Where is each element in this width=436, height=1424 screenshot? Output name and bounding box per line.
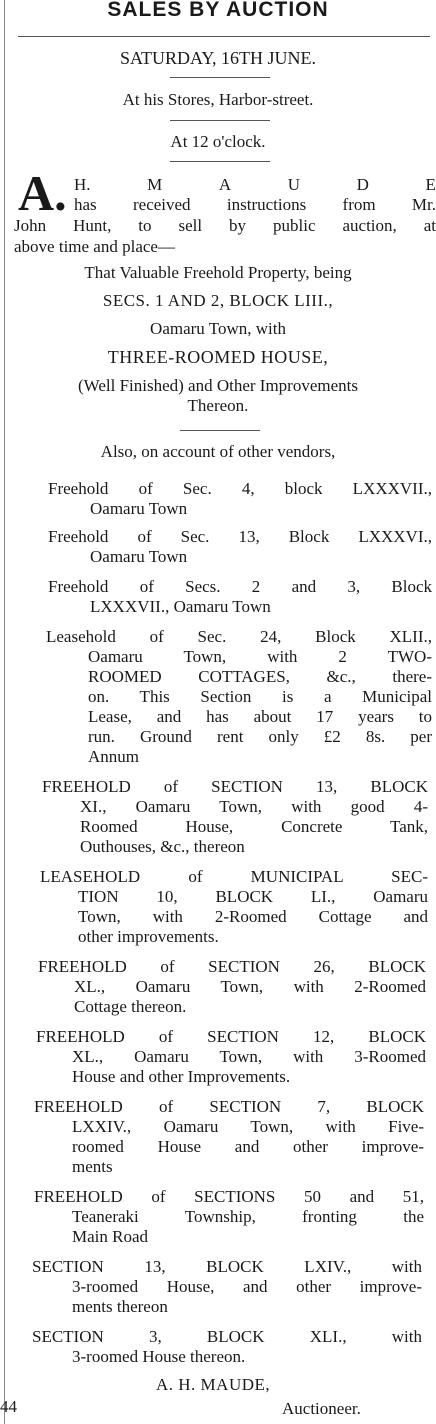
lot-line: Teaneraki Township, fronting the xyxy=(72,1207,424,1226)
divider xyxy=(180,430,260,431)
lot-line: 3-roomed House, and other improve- xyxy=(72,1277,422,1296)
lot-line: Roomed House, Concrete Tank, xyxy=(80,817,428,836)
lot-line: LXXIV., Oamaru Town, with Five- xyxy=(72,1117,424,1136)
property-line: Thereon. xyxy=(187,396,249,415)
drop-initial: A. xyxy=(18,165,67,221)
lot-heading: FREEHOLD of SECTION 26, BLOCK xyxy=(38,957,426,976)
folio-number: 44 xyxy=(0,1397,17,1416)
lot-heading: SECTION 13, BLOCK LXIV., with xyxy=(32,1257,422,1276)
lot-line: House and other Improvements. xyxy=(72,1067,291,1086)
property-line: SECS. 1 AND 2, BLOCK LIII., xyxy=(102,291,334,310)
property-line: THREE-ROOMED HOUSE, xyxy=(107,347,329,367)
intro-word: M xyxy=(147,175,163,194)
intro-line-2: has received instructions from Mr. xyxy=(74,195,436,214)
lot-line: other improvements. xyxy=(78,927,219,946)
lot-heading: FREEHOLD of SECTION 12, BLOCK xyxy=(36,1027,426,1046)
lot-line: Lease, and has about 17 years to xyxy=(88,707,432,726)
sale-date: SATURDAY, 16TH JUNE. xyxy=(119,48,317,68)
auctioneer-title: Auctioneer. xyxy=(282,1399,361,1418)
lot-heading: FREEHOLD of SECTIONS 50 and 51, xyxy=(34,1187,424,1206)
lot-line: TION 10, BLOCK LI., Oamaru xyxy=(78,887,428,906)
lot-line: XL., Oamaru Town, with 2-Roomed xyxy=(74,977,426,996)
auctioneer-name: A. H. MAUDE, xyxy=(156,1375,271,1394)
lot-line: on. This Section is a Municipal xyxy=(88,687,432,706)
lot-line: 3-roomed House thereon. xyxy=(72,1347,246,1366)
intro-word: A xyxy=(218,175,232,194)
lot-line: Annum xyxy=(88,747,139,766)
lot-line: roomed House and other improve- xyxy=(72,1137,424,1156)
divider xyxy=(170,161,270,162)
lot-line: Town, with 2-Roomed Cottage and xyxy=(78,907,428,926)
lot-heading: FREEHOLD of SECTION 7, BLOCK xyxy=(34,1097,424,1116)
intro-word: D xyxy=(356,175,369,194)
also-line: Also, on account of other vendors, xyxy=(100,442,336,461)
lot-line: Oamaru Town xyxy=(90,547,188,566)
lot-line: ments xyxy=(72,1157,113,1176)
intro-line-3: John Hunt, to sell by public auction, at xyxy=(14,216,436,235)
lot-line: Oamaru Town, with 2 TWO- xyxy=(88,647,432,666)
lot-heading: Freehold of Sec. 4, block LXXXVII., xyxy=(48,479,432,498)
lot-line: XI., Oamaru Town, with good 4- xyxy=(80,797,428,816)
lot-line: Outhouses, &c., thereon xyxy=(80,837,245,856)
divider xyxy=(170,120,270,121)
lot-heading: LEASEHOLD of MUNICIPAL SEC- xyxy=(40,867,428,886)
intro-line-1 xyxy=(74,174,436,196)
lot-heading: Freehold of Sec. 13, Block LXXXVI., xyxy=(48,527,432,546)
property-line: (Well Finished) and Other Improvements xyxy=(77,376,358,395)
column-rule xyxy=(4,0,5,1424)
lot-line: ROOMED COTTAGES, &c., there- xyxy=(88,667,432,686)
lot-line: LXXXVII., Oamaru Town xyxy=(90,597,271,616)
property-line: Oamaru Town, with xyxy=(150,319,286,338)
lot-heading: FREEHOLD of SECTION 13, BLOCK xyxy=(42,777,428,796)
intro-word: U xyxy=(287,175,301,194)
property-line: That Valuable Freehold Property, being xyxy=(84,263,352,282)
heading-rule xyxy=(18,36,430,37)
intro-line-4: above time and place— xyxy=(14,237,175,256)
lot-line: Main Road xyxy=(72,1227,149,1246)
intro-word: H. xyxy=(74,175,91,194)
sale-venue: At his Stores, Harbor-street. xyxy=(122,90,314,109)
lot-heading: SECTION 3, BLOCK XLI., with xyxy=(32,1327,422,1346)
lot-heading: Freehold of Secs. 2 and 3, Block xyxy=(48,577,432,596)
lot-line: Oamaru Town xyxy=(90,499,188,518)
page-heading: SALES BY AUCTION xyxy=(107,0,329,21)
divider xyxy=(170,77,270,78)
intro-word: E xyxy=(425,175,436,194)
lot-line: Cottage thereon. xyxy=(74,997,187,1016)
sale-time: At 12 o'clock. xyxy=(170,132,266,151)
lot-line: ments thereon xyxy=(72,1297,168,1316)
lot-line: run. Ground rent only £2 8s. per xyxy=(88,727,432,746)
lot-heading: Leasehold of Sec. 24, Block XLII., xyxy=(46,627,432,646)
lot-line: XL., Oamaru Town, with 3-Roomed xyxy=(72,1047,426,1066)
